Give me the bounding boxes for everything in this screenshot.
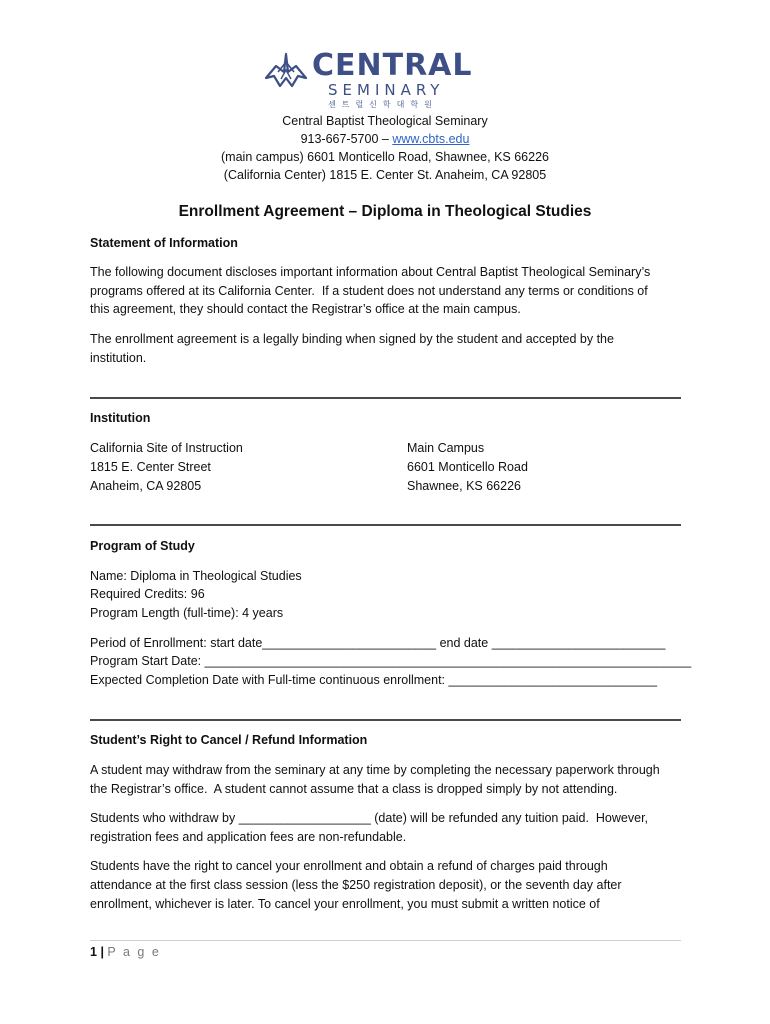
main-campus-line: 6601 Monticello Road [407,460,528,474]
footer-separator: | [100,945,104,959]
statement-heading: Statement of Information [90,236,238,250]
program-start-date-field[interactable]: Program Start Date: ______________________________________________________________________ [90,654,692,668]
statement-line: programs offered at its California Center. If a student does not understand any terms or conditions of [90,284,648,298]
document-title: Enrollment Agreement – Diploma in Theological Studies [178,203,592,220]
statement-line: institution. [90,351,147,365]
refund-paragraph-line: registration fees and application fees are non-refundable. [90,830,407,844]
page-footer [90,944,161,960]
website-link[interactable]: www.cbts.edu [392,132,470,146]
program-name: Name: Diploma in Theological Studies [90,569,302,583]
page-number: 1 [90,945,97,959]
statement-line: The enrollment agreement is a legally binding when signed by the student and accepted by the [90,332,614,346]
expected-completion-date-field[interactable]: Expected Completion Date with Full-time continuous enrollment: ______________________________ [90,673,658,687]
statement-line: this agreement, they should contact the Registrar’s office at the main campus. [90,302,521,316]
withdraw-date-field[interactable]: Students who withdraw by ___________________ (date) will be refunded any tuition paid. However, [90,811,649,825]
seminary-name: Central Baptist Theological Seminary [282,114,488,128]
refund-paragraph-line: attendance at the first class session (less the $250 registration deposit), or the seventh day after [90,878,622,892]
california-site-line: 1815 E. Center Street [90,460,211,474]
period-of-enrollment-field[interactable]: Period of Enrollment: start date_________________________ end date _________________________ [90,636,666,650]
logo-subtitle: SEMINARY [328,81,445,99]
required-credits: Required Credits: 96 [90,587,205,601]
section-divider [90,719,681,721]
page-label: P a g e [107,945,161,959]
program-length: Program Length (full-time): 4 years [90,606,284,620]
program-heading: Program of Study [90,539,195,553]
main-campus-line: Shawnee, KS 66226 [407,479,521,493]
phone-number: 913-667-5700 – [300,132,393,146]
main-campus-address: (main campus) 6601 Monticello Road, Shawnee, KS 66226 [221,150,549,164]
section-divider [90,397,681,399]
book-flame-logo-icon [262,48,310,92]
california-site-line: California Site of Instruction [90,441,243,455]
seminary-logo [262,44,482,116]
california-center-address: (California Center) 1815 E. Center St. Anaheim, CA 92805 [223,168,547,182]
logo-korean-text: 센트럴신학대학원 [328,100,438,109]
refund-heading: Student’s Right to Cancel / Refund Information [90,733,368,747]
statement-line: The following document discloses important information about Central Baptist Theological Seminary’s [90,265,651,279]
refund-paragraph-line: the Registrar’s office. A student cannot assume that a class is dropped simply by not attending. [90,782,618,796]
institution-heading: Institution [90,411,151,425]
refund-paragraph-line: Students have the right to cancel your enrollment and obtain a refund of charges paid through [90,859,608,873]
section-divider [90,524,681,526]
refund-paragraph-line: A student may withdraw from the seminary at any time by completing the necessary paperwork through [90,763,660,777]
contact-line [0,131,770,148]
main-campus-line: Main Campus [407,441,485,455]
footer-divider [90,940,681,941]
logo-wordmark: CENTRAL [312,48,473,83]
california-site-line: Anaheim, CA 92805 [90,479,202,493]
refund-paragraph-line: enrollment, whichever is later. To cancel your enrollment, you must submit a written notice of [90,897,600,911]
